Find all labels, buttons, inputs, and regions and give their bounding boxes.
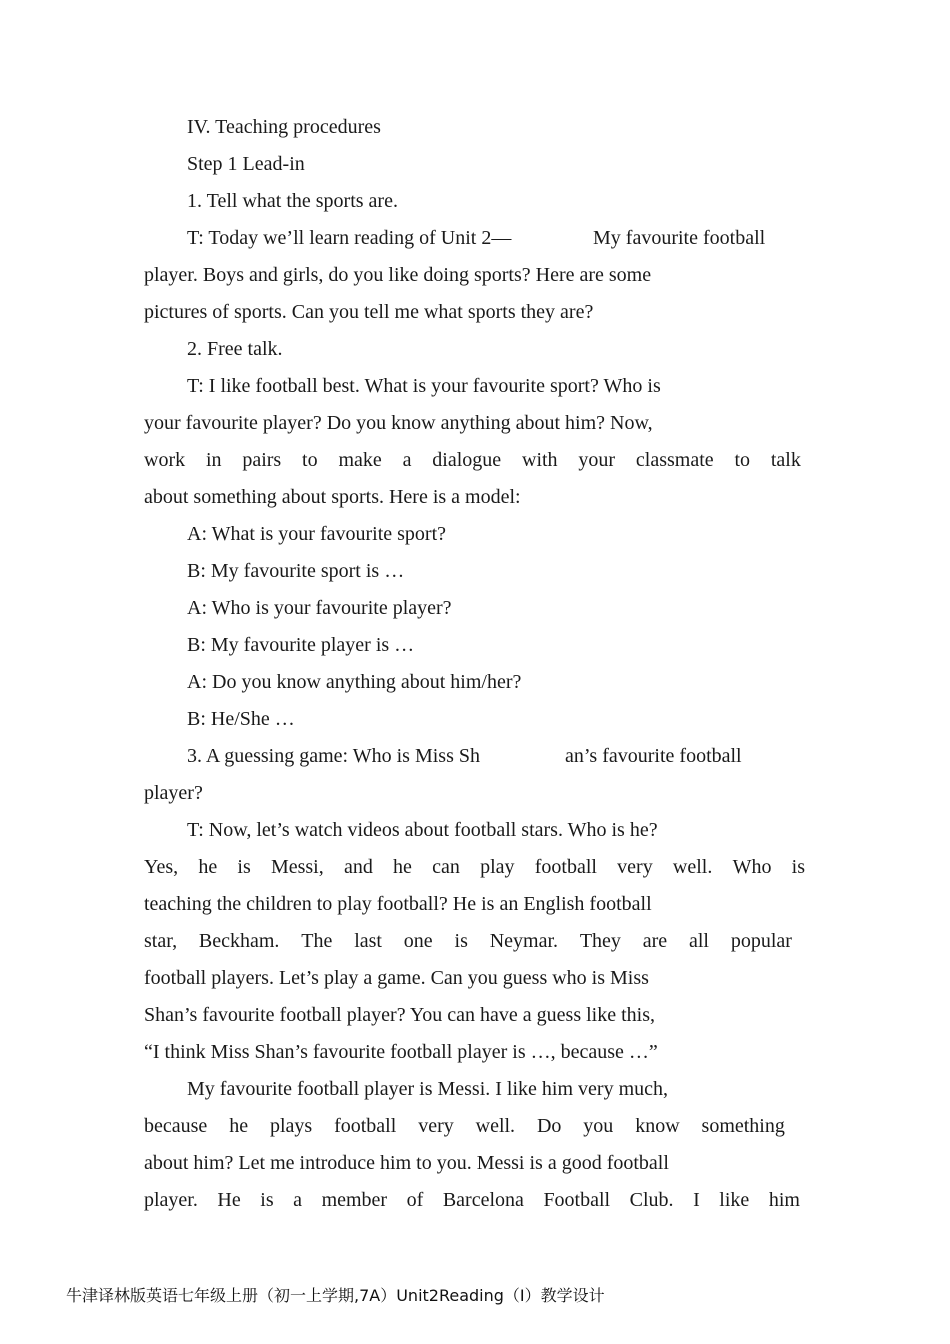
justified-line xyxy=(144,927,792,955)
word: popular xyxy=(730,930,792,952)
word: in xyxy=(205,449,222,471)
page-footer: 牛津译林版英语七年级上册（初一上学期,7A）Unit2Reading（I）教学设计 xyxy=(66,1286,605,1305)
dialogue-line: B: My favourite player is … xyxy=(187,634,415,656)
word: like xyxy=(719,1189,750,1211)
word: work xyxy=(144,449,186,471)
word: football xyxy=(334,1115,397,1137)
dialogue-line: B: He/She … xyxy=(187,708,295,730)
text-line: player? xyxy=(144,782,203,804)
text-line: T: I like football best. What is your favourite sport? Who is xyxy=(187,375,661,397)
word: is xyxy=(454,930,468,952)
word: I xyxy=(693,1189,700,1211)
word: make xyxy=(338,449,382,471)
word: is xyxy=(791,856,805,878)
word: him xyxy=(768,1189,800,1211)
section-heading: IV. Teaching procedures xyxy=(187,116,381,138)
text-line: about him? Let me introduce him to you. Messi is a good football xyxy=(144,1152,669,1174)
word: with xyxy=(522,449,558,471)
word: pairs xyxy=(242,449,282,471)
word: last xyxy=(354,930,382,952)
word: is xyxy=(237,856,251,878)
word: dialogue xyxy=(432,449,502,471)
word: He xyxy=(217,1189,241,1211)
word: a xyxy=(402,449,412,471)
word: well. xyxy=(475,1115,516,1137)
word: They xyxy=(579,930,621,952)
word: Neymar. xyxy=(489,930,558,952)
word: Beckham. xyxy=(198,930,280,952)
word: all xyxy=(689,930,709,952)
word: classmate xyxy=(635,449,714,471)
justified-line xyxy=(144,1186,800,1214)
text-line: 1. Tell what the sports are. xyxy=(187,190,398,212)
justified-line xyxy=(144,446,801,474)
word: Messi, xyxy=(270,856,324,878)
word: one xyxy=(403,930,433,952)
dialogue-line: A: Do you know anything about him/her? xyxy=(187,671,522,693)
word: Yes, xyxy=(144,856,179,878)
text-line-fragment: an’s favourite football xyxy=(565,745,742,767)
text-line: T: Now, let’s watch videos about football stars. Who is he? xyxy=(187,819,658,841)
word: know xyxy=(635,1115,680,1137)
word: very xyxy=(617,856,653,878)
word: you xyxy=(583,1115,614,1137)
word: is xyxy=(260,1189,274,1211)
text-line-fragment: My favourite football xyxy=(593,227,766,249)
text-line: your favourite player? Do you know anything about him? Now, xyxy=(144,412,653,434)
word: he xyxy=(393,856,412,878)
text-line: player. Boys and girls, do you like doing sports? Here are some xyxy=(144,264,652,286)
word: member xyxy=(321,1189,388,1211)
text-line: about something about sports. Here is a model: xyxy=(144,486,521,508)
dialogue-line: A: What is your favourite sport? xyxy=(187,523,447,545)
word: talk xyxy=(770,449,801,471)
text-line: pictures of sports. Can you tell me what sports they are? xyxy=(144,301,594,323)
word: Who xyxy=(732,856,772,878)
step-heading: Step 1 Lead-in xyxy=(187,153,305,175)
word: well. xyxy=(672,856,713,878)
word: player. xyxy=(144,1189,198,1211)
word: Do xyxy=(536,1115,562,1137)
word: to xyxy=(302,449,318,471)
text-line: T: Today we’ll learn reading of Unit 2— xyxy=(187,227,512,249)
word: Club. xyxy=(629,1189,674,1211)
word: football xyxy=(534,856,597,878)
dialogue-line: A: Who is your favourite player? xyxy=(187,597,452,619)
word: star, xyxy=(144,930,178,952)
word: because xyxy=(144,1115,208,1137)
word: he xyxy=(198,856,218,878)
text-line: teaching the children to play football? He is an English football xyxy=(144,893,652,915)
word: The xyxy=(301,930,333,952)
word: plays xyxy=(269,1115,313,1137)
text-line: football players. Let’s play a game. Can you guess who is Miss xyxy=(144,967,649,989)
word: he xyxy=(229,1115,249,1137)
word: Football xyxy=(543,1189,611,1211)
text-line: Shan’s favourite football player? You can have a guess like this, xyxy=(144,1004,655,1026)
word: to xyxy=(734,449,751,471)
word: something xyxy=(701,1115,785,1137)
word: play xyxy=(480,856,515,878)
word: are xyxy=(642,930,668,952)
word: very xyxy=(418,1115,454,1137)
word: can xyxy=(432,856,460,878)
justified-line xyxy=(144,853,805,881)
text-line: 3. A guessing game: Who is Miss Sh xyxy=(187,745,480,767)
word: and xyxy=(343,856,373,878)
word: a xyxy=(293,1189,303,1211)
text-line: My favourite football player is Messi. I like him very much, xyxy=(187,1078,669,1100)
justified-line xyxy=(144,1112,785,1140)
word: Barcelona xyxy=(442,1189,524,1211)
text-line: “I think Miss Shan’s favourite football player is …, because …” xyxy=(144,1041,658,1063)
word: of xyxy=(406,1189,424,1211)
dialogue-line: B: My favourite sport is … xyxy=(187,560,405,582)
word: your xyxy=(578,449,616,471)
text-line: 2. Free talk. xyxy=(187,338,283,360)
